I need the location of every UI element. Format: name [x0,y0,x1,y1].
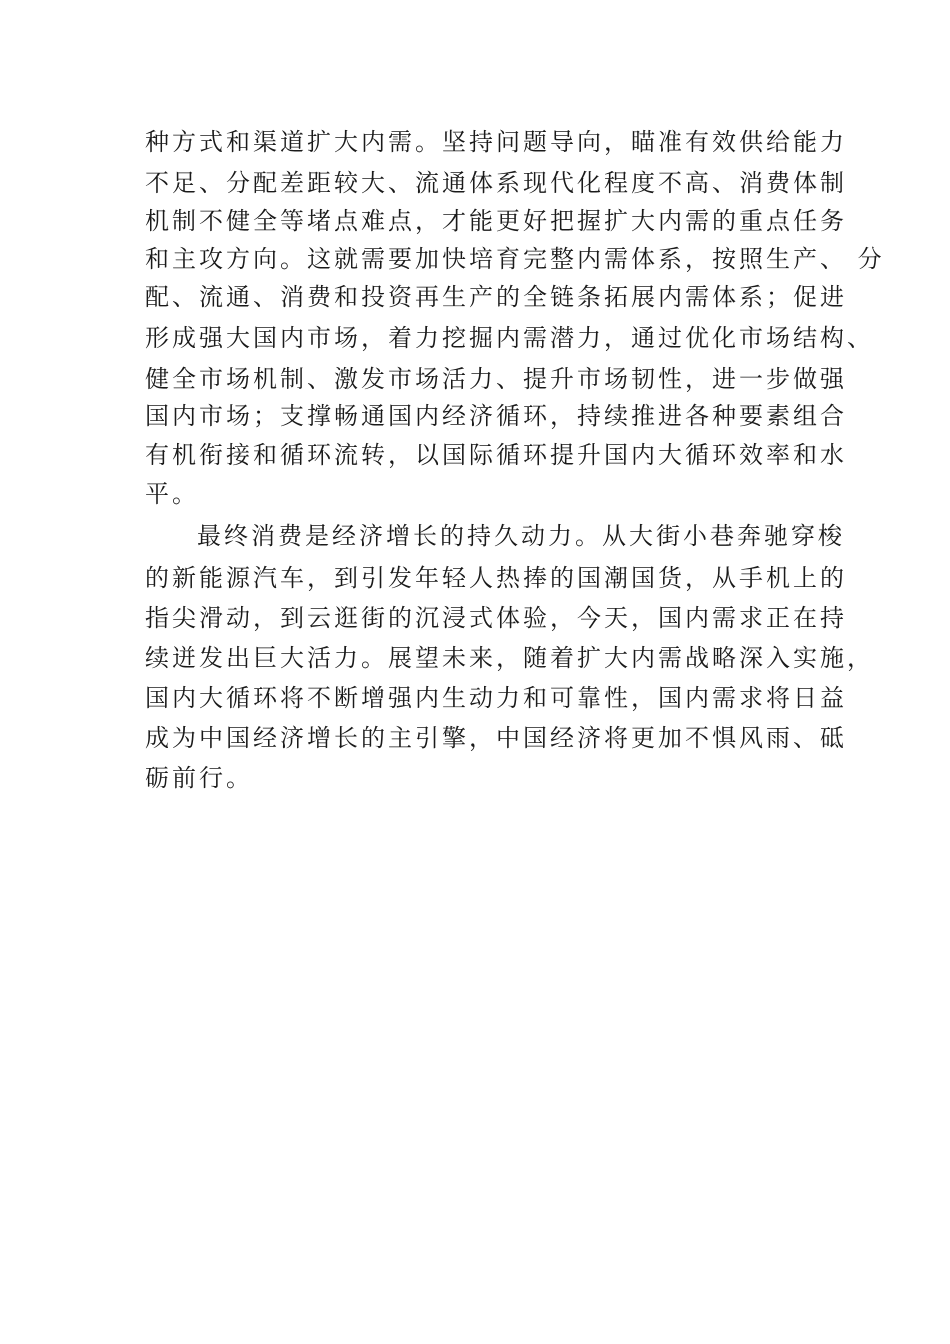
paragraph-line: 续迸发出巨大活力。展望未来，随着扩大内需战略深入实施， [145,644,874,672]
paragraph-line: 不足、分配差距较大、流通体系现代化程度不高、消费体制 [145,169,847,197]
paragraph-line: 种方式和渠道扩大内需。坚持问题导向，瞄准有效供给能力 [145,128,847,156]
paragraph-line: 指尖滑动，到云逛街的沉浸式体验，今天，国内需求正在持 [145,604,847,632]
paragraph-line: 砺前行。 [145,764,253,792]
paragraph-line: 最终消费是经济增长的持久动力。从大街小巷奔驰穿梭 [197,522,845,550]
paragraph-line: 国内市场；支撑畅通国内经济循环，持续推进各种要素组合 [145,402,847,430]
paragraph-line: 有机衔接和循环流转，以国际循环提升国内大循环效率和水 [145,441,847,469]
paragraph-line: 和主攻方向。这就需要加快培育完整内需体系，按照生产、 分 [145,245,885,273]
paragraph-line: 机制不健全等堵点难点，才能更好把握扩大内需的重点任务 [145,207,847,235]
paragraph-line: 的新能源汽车，到引发年轻人热捧的国潮国货，从手机上的 [145,564,847,592]
paragraph-line: 健全市场机制、激发市场活力、提升市场韧性，进一步做强 [145,365,847,393]
paragraph-line: 平。 [145,480,199,508]
paragraph-line: 形成强大国内市场，着力挖掘内需潜力，通过优化市场结构、 [145,324,874,352]
paragraph-line: 配、流通、消费和投资再生产的全链条拓展内需体系；促进 [145,283,847,311]
paragraph-line: 成为中国经济增长的主引擎，中国经济将更加不惧风雨、砥 [145,724,847,752]
paragraph-line: 国内大循环将不断增强内生动力和可靠性，国内需求将日益 [145,684,847,712]
